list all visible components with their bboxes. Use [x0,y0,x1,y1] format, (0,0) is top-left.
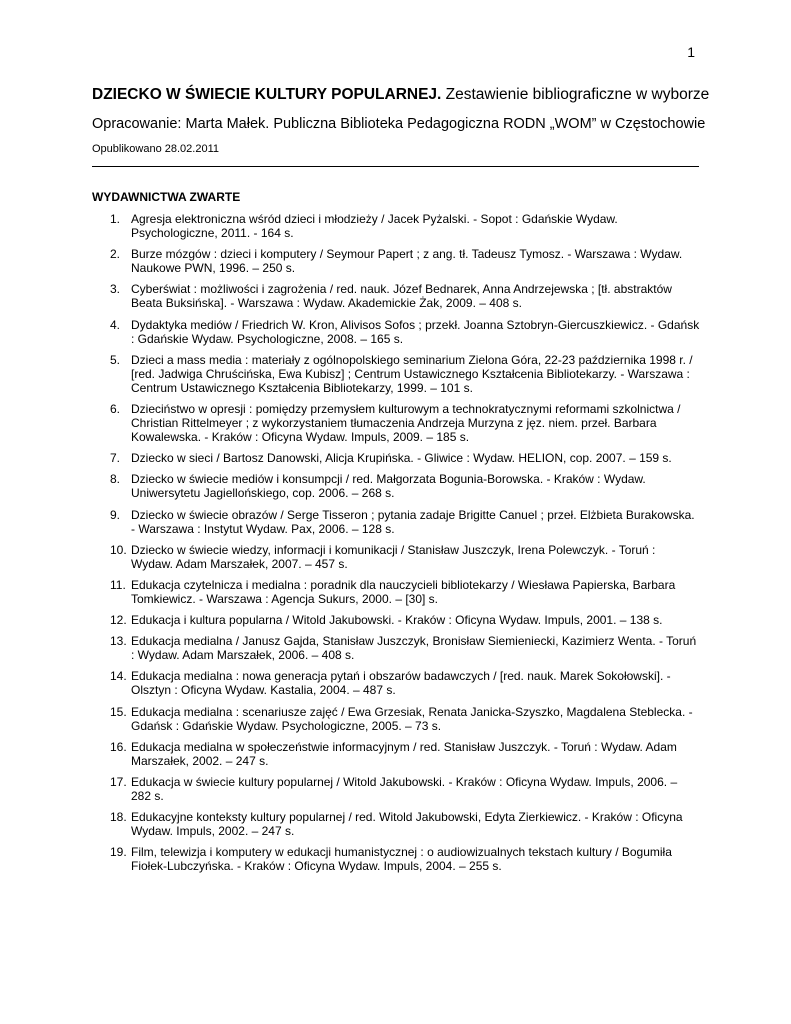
author-line: Opracowanie: Marta Małek. Publiczna Biblioteka Pedagogiczna RODN „WOM” w Częstochowie [92,116,706,132]
entry-text: Edukacja medialna w społeczeństwie informacyjnym / red. Stanisław Juszczyk. - Toruń : Wydaw. Adam Marszałek, 2002. – 247 s. [131,739,677,768]
published-date: Opublikowano 28.02.2011 [92,143,220,155]
bibliography-entry [110,451,700,465]
bibliography-entry [110,705,700,733]
entry-number: 12. [110,613,127,628]
bibliography-entry [110,845,700,873]
entry-text: Edukacyjne konteksty kultury popularnej / red. Witold Jakubowski, Edyta Zierkiewicz. - Kraków : Oficyna Wydaw. Impuls, 2002. – 247 s. [131,810,683,839]
bibliography-entry [110,669,700,697]
entry-text: Edukacja w świecie kultury popularnej / Witold Jakubowski. - Kraków : Oficyna Wydaw. Impuls, 2006. – 282 s. [131,775,678,803]
entry-text: Dziecko w sieci / Bartosz Danowski, Alicja Krupińska. - Gliwice : Wydaw. HELION, cop. 2007. – 159 s. [131,451,672,466]
entry-text: Dziecko w świecie obrazów / Serge Tisseron ; pytania zadaje Brigitte Canuel ; przeł. Elżbieta Burakowska. - Warszawa : Instytut Wydaw. Pax, 2006. – 128 s. [131,507,695,536]
bibliography-entry [110,543,700,571]
entry-text: Dziecko w świecie wiedzy, informacji i komunikacji / Stanisław Juszczyk, Irena Polewczyk. - Toruń : Wydaw. Adam Marszałek, 2007. – 457 s. [131,542,656,571]
entry-text: Dzieciństwo w opresji : pomiędzy przemysłem kulturowym a technokratycznymi reformami szkolnictwa / Christian Rittelmeyer ; z wykorzystaniem tłumaczenia Andrzeja Murzyna z jęz. niem. przeł. Barbara Kowalewska. - Kraków : Oficyna Wydaw. Impuls, 2009. – 185 s. [131,401,681,444]
entry-number: 18. [110,810,127,825]
entry-number: 2. [110,247,121,262]
bibliography-entry [110,247,700,275]
entry-number: 6. [110,401,121,416]
entry-text: Film, telewizja i komputery w edukacji humanistycznej : o audiowizualnych tekstach kultury / Bogumiła Fiołek-Lubczyńska. - Kraków : Oficyna Wydaw. Impuls, 2004. – 255 s. [131,845,672,874]
document-title-subtitle: Zestawienie bibliograficzne w wyborze [445,86,710,103]
bibliography-list [110,212,700,881]
entry-text: Edukacja medialna : nowa generacja pytań i obszarów badawczych / [red. nauk. Marek Sokołowski]. - Olsztyn : Oficyna Wydaw. Kastalia, 2004. – 487 s. [131,669,671,698]
entry-text: Dziecko w świecie mediów i konsumpcji / red. Małgorzata Bogunia-Borowska. - Kraków : Wydaw. Uniwersytetu Jagiellońskiego, cop. 2006. – 268 s. [131,472,646,501]
bibliography-entry [110,578,700,606]
bibliography-entry [110,318,700,346]
page-number: 1 [687,44,695,60]
entry-text: Dzieci a mass media : materiały z ogólnopolskiego seminarium Zielona Góra, 22-23 października 1998 r. / [red. Jadwiga Chruścińska, Ewa Kubisz] ; Centrum Ustawicznego Kształcenia Bibliotekarzy. - Warszawa : Centrum Ustawicznego Kształcenia Bibliotekarzy, 1999. – 101 s. [131,352,693,395]
document-title-main: DZIECKO W ŚWIECIE KULTURY POPULARNEJ. [92,86,442,103]
bibliography-entry [110,353,700,395]
entry-text: Edukacja medialna / Janusz Gajda, Stanisław Juszczyk, Bronisław Siemieniecki, Kazimierz Wenta. - Toruń : Wydaw. Adam Marszałek, 2006. – 408 s. [131,634,697,663]
bibliography-entry [110,613,700,627]
bibliography-entry [110,775,700,803]
entry-text: Cyberświat : możliwości i zagrożenia / red. nauk. Józef Bednarek, Anna Andrzejewska ; [tł. abstraktów Beata Buksińska]. - Warszawa : Wydaw. Akademickie Żak, 2009. – 408 s. [131,282,672,311]
entry-text: Edukacja i kultura popularna / Witold Jakubowski. - Kraków : Oficyna Wydaw. Impuls, 2001. – 138 s. [131,613,663,628]
entry-text: Agresja elektroniczna wśród dzieci i młodzieży / Jacek Pyżalski. - Sopot : Gdańskie Wydaw. Psychologiczne, 2011. - 164 s. [131,212,618,240]
entry-text: Edukacja medialna : scenariusze zajęć / Ewa Grzesiak, Renata Janicka-Szyszko, Magdalena Steblecka. - Gdańsk : Gdańskie Wydaw. Psychologiczne, 2005. – 73 s. [131,704,693,733]
entry-number: 17. [110,775,127,789]
header-divider [92,166,699,167]
bibliography-entry [110,508,700,536]
bibliography-entry [110,634,700,662]
bibliography-entry [110,740,700,768]
entry-number: 5. [110,352,121,367]
entry-number: 1. [110,212,121,226]
entry-number: 15. [110,704,127,719]
entry-number: 11. [110,577,126,592]
entry-number: 8. [110,472,121,487]
entry-number: 10. [110,542,127,557]
bibliography-entry [110,472,700,500]
entry-number: 16. [110,739,127,754]
entry-number: 3. [110,282,121,297]
entry-text: Burze mózgów : dzieci i komputery / Seymour Papert ; z ang. tł. Tadeusz Tymosz. - Warszawa : Wydaw. Naukowe PWN, 1996. – 250 s. [131,247,683,276]
document-title [92,86,712,104]
entry-number: 4. [110,317,121,332]
bibliography-entry [110,282,700,310]
entry-number: 19. [110,845,127,860]
entry-number: 9. [110,507,121,522]
bibliography-entry [110,810,700,838]
section-heading: WYDAWNICTWA ZWARTE [92,190,241,204]
bibliography-entry [110,212,700,240]
bibliography-entry [110,402,700,444]
entry-number: 13. [110,634,127,649]
entry-number: 7. [110,451,121,466]
entry-text: Dydaktyka mediów / Friedrich W. Kron, Alivisos Sofos ; przekł. Joanna Sztobryn-Giercuszkiewicz. - Gdańsk : Gdańskie Wydaw. Psychologiczne, 2008. – 165 s. [131,317,700,346]
entry-text: Edukacja czytelnicza i medialna : poradnik dla nauczycieli bibliotekarzy / Wiesława Papierska, Barbara Tomkiewicz. - Warszawa : Agencja Sukurs, 2000. – [30] s. [131,577,676,606]
entry-number: 14. [110,669,127,684]
